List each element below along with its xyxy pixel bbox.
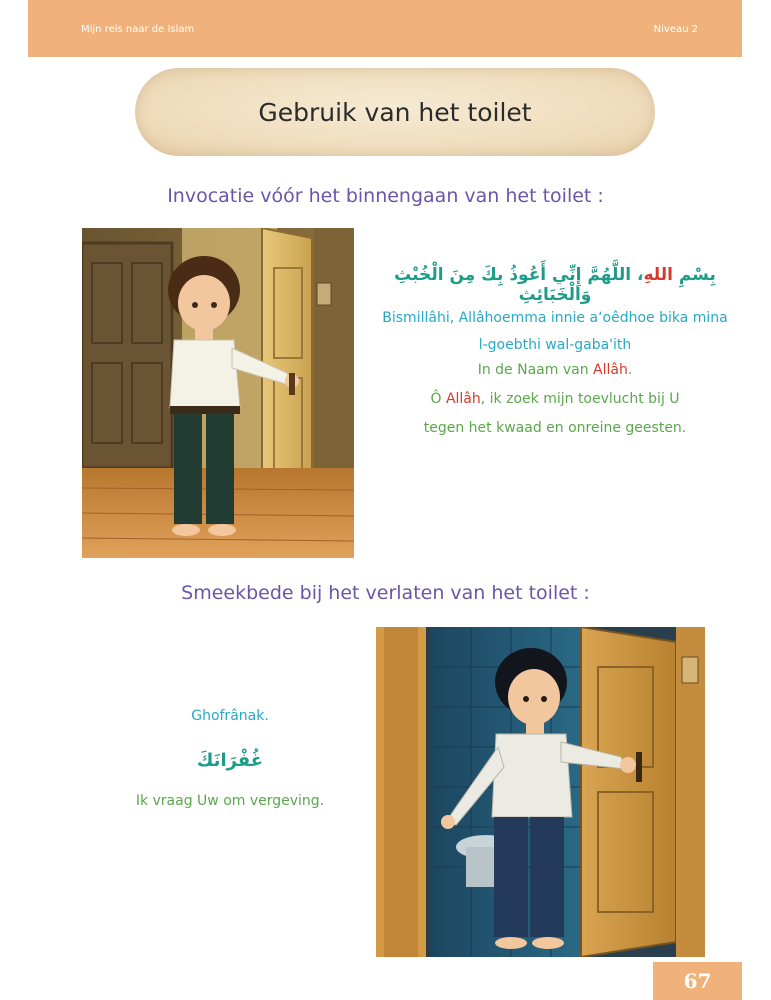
leaving-dua-meaning: Ik vraag Uw om vergeving. — [135, 793, 325, 809]
level-label: Niveau 2 — [653, 24, 698, 35]
transliteration-line: l-goebthi wal-gaba'ith — [478, 337, 632, 353]
arabic-text: بِسْمِ — [672, 265, 716, 285]
meaning-text: In de Naam van — [477, 362, 594, 378]
meaning-line — [355, 356, 755, 385]
boy-leaving-illustration — [376, 627, 705, 957]
header-bar — [28, 0, 742, 57]
boy-entering-illustration — [82, 228, 354, 558]
page-number: 67 — [653, 962, 742, 1000]
arabic-text: ، اللَّهُمَّ إِنِّي أَعُوذُ بِكَ مِنَ الْخُبْثِ وَالْخَبَائِثِ — [394, 265, 644, 305]
arabic-allah: اللهِ — [643, 265, 673, 285]
section2-heading: Smeekbede bij het verlaten van het toilet : — [181, 582, 590, 604]
entering-dua-arabic — [355, 265, 755, 305]
meaning-text: , ik zoek mijn toevlucht bij U — [480, 391, 680, 407]
meaning-text: Ô — [430, 391, 446, 407]
title-banner — [135, 68, 655, 156]
leaving-dua-transliteration: Ghofrânak. — [191, 708, 269, 724]
transliteration-line: Bismillâhi, Allâhoemma innie a‘oêdhoe bika mina — [382, 310, 728, 326]
meaning-line: tegen het kwaad en onreine geesten. — [423, 420, 687, 436]
page-title: Gebruik van het toilet — [258, 98, 532, 127]
book-title: Mijn reis naar de Islam — [81, 24, 195, 35]
meaning-text: . — [627, 362, 633, 378]
leaving-dua-arabic: غُفْرَانَكَ — [196, 750, 264, 771]
entering-dua-meaning — [355, 356, 755, 443]
entering-dua-transliteration — [355, 305, 755, 359]
section1-heading: Invocatie vóór het binnengaan van het toilet : — [167, 185, 604, 207]
meaning-allah: Allâh — [593, 362, 628, 378]
meaning-line — [355, 385, 755, 414]
meaning-allah: Allâh — [445, 391, 481, 407]
